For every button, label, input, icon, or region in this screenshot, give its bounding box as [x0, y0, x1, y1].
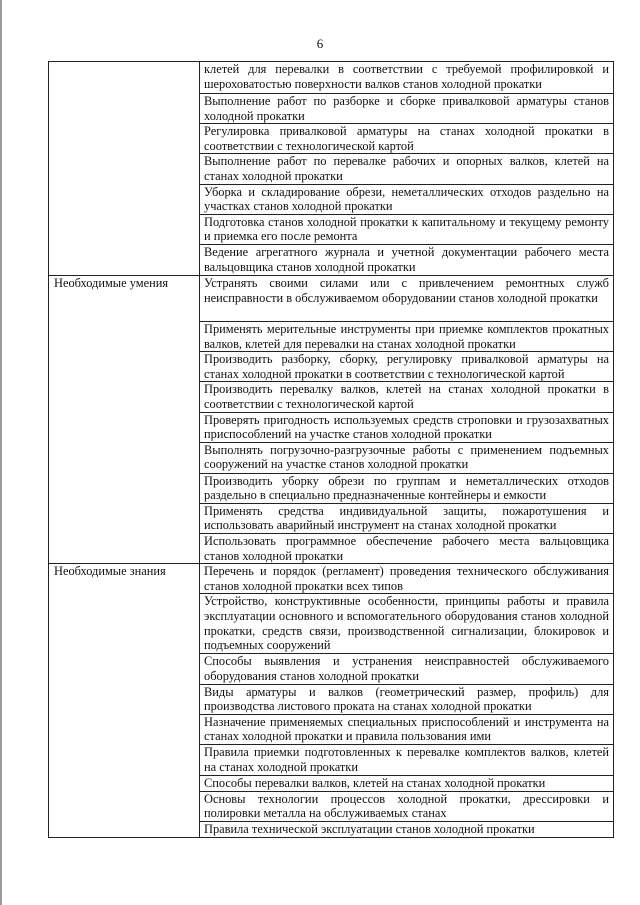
page-number: 6 — [316, 36, 324, 51]
description-text: клетей для перевалки в соответствии с требуемой профилировкой и шероховатостью поверхности валков станов холодной прокатки — [204, 62, 609, 91]
description-text: Производить перевалку валков, клетей на станах холодной прокатки в соответствии с технологической картой — [204, 382, 609, 411]
description-cell — [200, 62, 614, 94]
description-text: Применять средства индивидуальной защиты, пожаротушения и использовать аварийный инструмент на станах холодной прокатки — [204, 503, 609, 533]
competency-table — [48, 61, 614, 838]
description-cell — [200, 503, 614, 533]
description-text: Уборка и складирование обрези, неметаллических отходов раздельно на участках станов холодной прокатки — [204, 184, 609, 214]
description-text: Регулировка привалковой арматуры на станах холодной прокатки в соответствии с технологической картой — [204, 124, 609, 153]
description-cell — [200, 594, 614, 654]
description-text: Правила технической эксплуатации станов холодной прокатки — [204, 821, 535, 836]
description-text: Назначение применяемых специальных приспособлений и инструмента на станах холодной прокатки и правила пользования ими — [204, 714, 609, 744]
table-body — [49, 62, 614, 838]
description-cell — [200, 382, 614, 412]
description-text: Устройство, конструктивные особенности, принципы работы и правила эксплуатации основного и вспомогательного оборудования станов холодной прокатки, средств связи, производственной сигнализации, блокировок и подъемных сооружений — [204, 594, 609, 653]
description-cell — [200, 654, 614, 684]
description-text: Выполнять погрузочно-разгрузочные работы с применением подъемных сооружений на участке станов холодной прокатки — [204, 442, 609, 472]
description-text: Выполнение работ по перевалке рабочих и опорных валков, клетей на станах холодной прокатки — [204, 154, 609, 183]
description-cell — [200, 745, 614, 776]
description-cell — [200, 714, 614, 744]
description-cell — [200, 442, 614, 473]
description-text: Правила приемки подготовленных к перевалке комплектов валков, клетей на станах холодной прокатки — [204, 745, 609, 774]
description-cell — [200, 776, 614, 792]
description-cell — [200, 534, 614, 564]
description-text: Ведение агрегатного журнала и учетной документации рабочего места вальцовщика станов холодной прокатки — [204, 244, 609, 274]
description-cell — [200, 352, 614, 382]
description-text: Использовать программное обеспечение рабочего места вальцовщика станов холодной прокатки — [204, 534, 609, 563]
description-cell — [200, 94, 614, 124]
description-cell — [200, 564, 614, 594]
description-cell — [200, 184, 614, 214]
description-text: Применять мерительные инструменты при приемке комплектов прокатных валков, клетей для перевалки на станах холодной прокатки — [204, 321, 609, 351]
description-text: Производить разборку, сборку, регулировку привалковой арматуры на станах холодной прокатки в соответствии с технологической картой — [204, 352, 609, 381]
description-text: Проверять пригодность используемых средств строповки и грузозахватных приспособлений на участке станов холодной прокатки — [204, 412, 609, 442]
description-text: Производить уборку обрези по группам и неметаллических отходов раздельно в специально предназначенные контейнеры и емкости — [204, 473, 609, 503]
description-cell — [200, 124, 614, 154]
description-cell — [200, 275, 614, 321]
description-text: Основы технологии процессов холодной прокатки, дрессировки и полировки металла на обслуживаемых станах — [204, 791, 609, 821]
description-cell — [200, 684, 614, 714]
table-row — [49, 62, 614, 94]
section-label-cell — [49, 564, 200, 838]
section-label-cell — [49, 275, 200, 563]
scan-edge-line — [0, 0, 2, 905]
description-text: Способы перевалки валков, клетей на станах холодной прокатки — [204, 776, 546, 790]
description-cell — [200, 412, 614, 442]
description-text: Виды арматуры и валков (геометрический размер, профиль) для производства листового проката на станах холодной прокатки — [204, 684, 609, 714]
table-row — [49, 275, 614, 321]
description-text: Устранять своими силами или с привлечением ремонтных служб неисправности в обслуживаемом оборудовании станов холодной прокатки — [204, 275, 609, 305]
description-cell — [200, 473, 614, 503]
description-cell — [200, 791, 614, 821]
description-cell — [200, 214, 614, 244]
description-text: Подготовка станов холодной прокатки к капитальному и текущему ремонту и приемка его после ремонта — [204, 214, 609, 244]
description-cell — [200, 821, 614, 837]
table-row — [49, 564, 614, 594]
section-label: Необходимые умения — [54, 275, 169, 290]
description-cell — [200, 154, 614, 184]
description-cell — [200, 321, 614, 351]
description-text: Перечень и порядок (регламент) проведения технического обслуживания станов холодной прокатки всех типов — [204, 564, 609, 593]
description-text: Выполнение работ по разборке и сборке привалковой арматуры станов холодной прокатки — [204, 94, 609, 123]
description-cell — [200, 244, 614, 275]
section-label: Необходимые знания — [54, 564, 166, 579]
section-label-cell — [49, 62, 200, 276]
description-text: Способы выявления и устранения неисправностей обслуживаемого оборудования станов холодной прокатки — [204, 654, 609, 684]
